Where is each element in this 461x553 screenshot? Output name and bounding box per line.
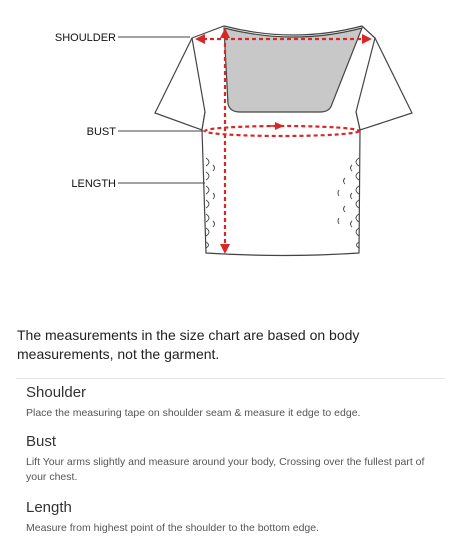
bust-title: Bust [26, 433, 57, 450]
measurement-note: The measurements in the size chart are based on body measurements, not the garment. [17, 327, 360, 362]
bust-instructions: Lift Your arms slightly and measure around your body, Crossing over the fullest part of your chest. [26, 456, 425, 483]
shoulder-label: SHOULDER [54, 32, 116, 44]
length-instructions: Measure from highest point of the shoulder to the bottom edge. [26, 522, 320, 534]
shoulder-title: Shoulder [26, 384, 87, 401]
section-divider [16, 378, 445, 379]
shoulder-instructions: Place the measuring tape on shoulder seam & measure it edge to edge. [26, 407, 361, 419]
bust-label: BUST [86, 126, 116, 138]
length-label: LENGTH [71, 178, 116, 190]
length-title: Length [26, 499, 72, 516]
length-section [26, 498, 446, 536]
bust-section [26, 432, 446, 485]
shoulder-section [26, 383, 446, 421]
